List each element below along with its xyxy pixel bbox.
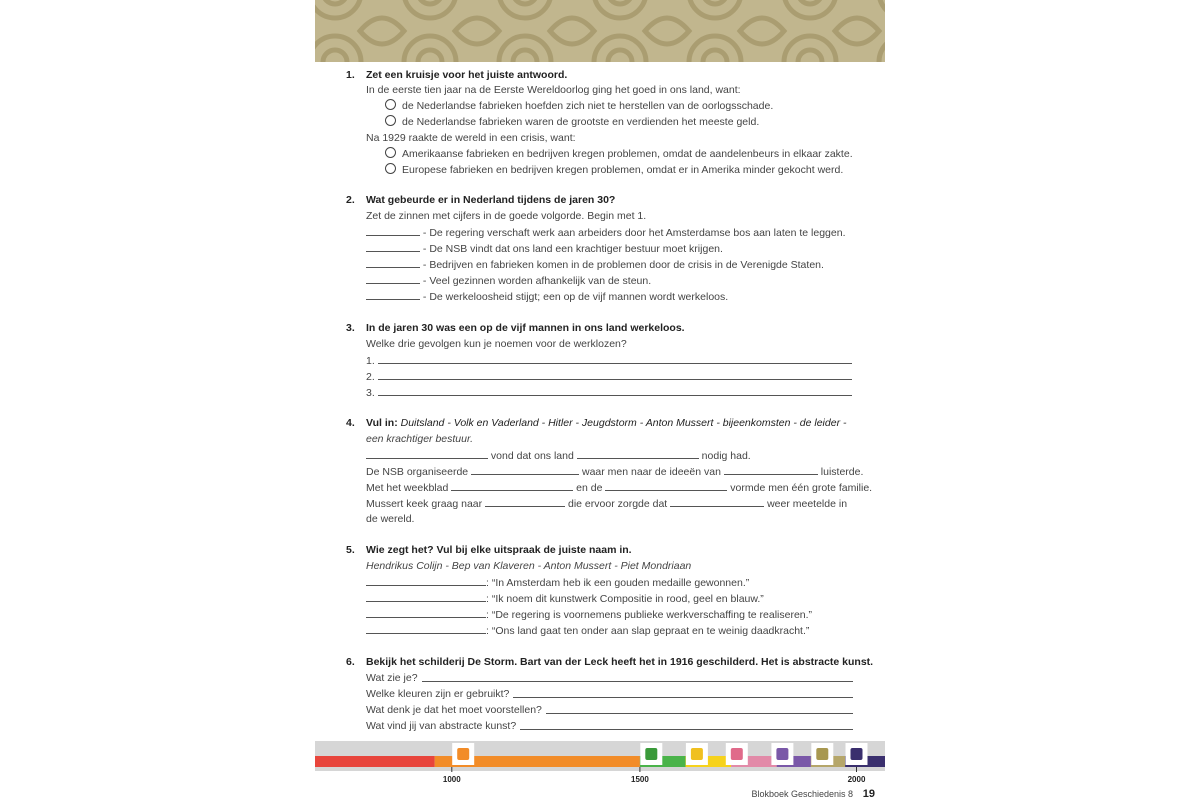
answer-blank[interactable] <box>366 575 486 586</box>
decorative-banner <box>315 0 885 62</box>
answer-line: 1. <box>366 353 852 369</box>
answer-blank[interactable] <box>471 464 579 475</box>
answer-option[interactable]: de Nederlandse fabrieken waren de grootste en verdienden het meeste geld. <box>385 115 759 130</box>
question-intro: Na 1929 raakte de wereld in een crisis, want: <box>366 132 576 144</box>
castle-icon <box>452 743 474 765</box>
answer-blank[interactable] <box>546 703 853 714</box>
page-number: 19 <box>862 788 875 800</box>
radio-circle-icon[interactable] <box>385 147 396 158</box>
workbook-page <box>315 0 885 800</box>
open-question: Wat zie je? <box>366 671 853 686</box>
answer-option[interactable]: de Nederlandse fabrieken hoefden zich niet te herstellen van de oorlogsschade. <box>385 99 773 114</box>
answer-blank[interactable] <box>422 671 853 682</box>
answer-blank[interactable] <box>485 496 565 507</box>
answer-blank[interactable] <box>451 480 573 491</box>
tank-icon <box>811 743 833 765</box>
quote-line: : “De regering is voornemens publieke werkverschaffing te realiseren.” <box>366 607 812 623</box>
answer-blank[interactable] <box>577 448 699 459</box>
answer-blank[interactable] <box>366 607 486 618</box>
question-intro: Welke drie gevolgen kun je noemen voor de werklozen? <box>366 338 627 350</box>
timeline-tick-label: 1500 <box>631 775 649 784</box>
answer-line: 3. <box>366 385 852 401</box>
answer-line: 2. <box>366 369 852 385</box>
open-question: Welke kleuren zijn er gebruikt? <box>366 687 853 702</box>
question-number: 2. <box>346 194 355 206</box>
question-title: Wie zegt het? Vul bij elke uitspraak de juiste naam in. <box>366 544 632 556</box>
train-icon <box>771 743 793 765</box>
question-title: Zet een kruisje voor het juiste antwoord. <box>366 69 568 81</box>
quote-line: : “In Amsterdam heb ik een gouden medaille gewonnen.” <box>366 575 749 591</box>
page-footer <box>315 789 885 803</box>
timeline-tick-label: 2000 <box>847 775 866 784</box>
quote-line: : “Ons land gaat ten onder aan slap gepraat en te weinig daadkracht.” <box>366 623 809 639</box>
answer-blank[interactable] <box>670 496 764 507</box>
question-number: 1. <box>346 69 355 81</box>
radio-circle-icon[interactable] <box>385 163 396 174</box>
ship-icon <box>640 743 662 765</box>
fill-sentence: Met het weekblad en de vormde men één grote familie. <box>366 482 873 494</box>
timeline-tick-label: 1000 <box>442 775 461 784</box>
answer-blank[interactable] <box>513 687 853 698</box>
answer-blank[interactable] <box>724 464 818 475</box>
answer-blank[interactable] <box>366 273 420 284</box>
radio-circle-icon[interactable] <box>385 99 396 110</box>
answer-blank[interactable] <box>520 719 853 730</box>
question-title: Bekijk het schilderij De Storm. Bart van der Leck heeft het in 1916 geschilderd. Het is abstracte kunst. <box>366 656 874 668</box>
answer-blank[interactable] <box>366 448 488 459</box>
question-intro: In de eerste tien jaar na de Eerste Wereldoorlog ging het goed in ons land, want: <box>366 84 741 96</box>
question-number: 3. <box>346 322 355 334</box>
name-list: Hendrikus Colijn - Bep van Klaveren - Anton Mussert - Piet Mondriaan <box>366 560 692 572</box>
answer-option[interactable]: Amerikaanse fabrieken en bedrijven kregen problemen, omdat de aandelenbeurs in elkaar zakte. <box>385 147 853 162</box>
word-list: een krachtiger bestuur. <box>366 433 474 445</box>
question-number: 4. <box>346 417 355 429</box>
question-title: Vul in: Duitsland - Volk en Vaderland - Hitler - Jeugdstorm - Anton Mussert - bijeenkomsten - de leider - <box>366 417 847 429</box>
ornament-pattern-icon <box>315 0 885 62</box>
answer-blank[interactable] <box>366 623 486 634</box>
fill-sentence: De NSB organiseerde waar men naar de ideeën van luisterde. <box>366 466 864 478</box>
order-item: - De NSB vindt dat ons land een krachtiger bestuur moet krijgen. <box>366 241 723 257</box>
order-item: - De werkeloosheid stijgt; een op de vijf mannen wordt werkeloos. <box>366 289 728 305</box>
answer-blank[interactable] <box>366 591 486 602</box>
open-question: Wat denk je dat het moet voorstellen? <box>366 703 853 718</box>
order-item: - Bedrijven en fabrieken komen in de problemen door de crisis in de Verenigde Staten. <box>366 257 824 273</box>
order-item: - Veel gezinnen worden afhankelijk van de steun. <box>366 273 651 289</box>
radio-circle-icon[interactable] <box>385 115 396 126</box>
answer-option[interactable]: Europese fabrieken en bedrijven kregen problemen, omdat er in Amerika minder gekocht werd. <box>385 163 843 178</box>
history-timeline <box>315 741 885 786</box>
answer-blank[interactable] <box>366 225 420 236</box>
quote-line: : “Ik noem dit kunstwerk Compositie in rood, geel en blauw.” <box>366 591 764 607</box>
answer-blank[interactable] <box>378 353 852 364</box>
question-title: Wat gebeurde er in Nederland tijdens de jaren 30? <box>366 194 616 206</box>
fill-sentence: vond dat ons land nodig had. <box>366 448 751 464</box>
answer-blank[interactable] <box>366 289 420 300</box>
question-number: 6. <box>346 656 355 668</box>
answer-blank[interactable] <box>366 241 420 252</box>
book-title: Blokboek Geschiedenis 8 <box>751 789 853 799</box>
question-intro: Zet de zinnen met cijfers in de goede volgorde. Begin met 1. <box>366 210 647 222</box>
question-title: In de jaren 30 was een op de vijf mannen in ons land werkeloos. <box>366 322 685 334</box>
open-question: Wat vind jij van abstracte kunst? <box>366 719 853 734</box>
screen-icon <box>846 743 868 765</box>
answer-blank[interactable] <box>378 369 852 380</box>
fill-sentence: de wereld. <box>366 513 415 525</box>
answer-blank[interactable] <box>366 257 420 268</box>
question-number: 5. <box>346 544 355 556</box>
order-item: - De regering verschaft werk aan arbeiders door het Amsterdamse bos aan laten te leggen. <box>366 225 846 241</box>
fill-sentence: Mussert keek graag naar die ervoor zorgde dat weer meetelde in <box>366 498 848 510</box>
crown-icon <box>686 743 708 765</box>
timeline-graphic <box>315 741 885 786</box>
timeline-segment <box>315 756 435 767</box>
answer-blank[interactable] <box>605 480 727 491</box>
guillotine-icon <box>726 743 748 765</box>
answer-blank[interactable] <box>378 385 852 396</box>
